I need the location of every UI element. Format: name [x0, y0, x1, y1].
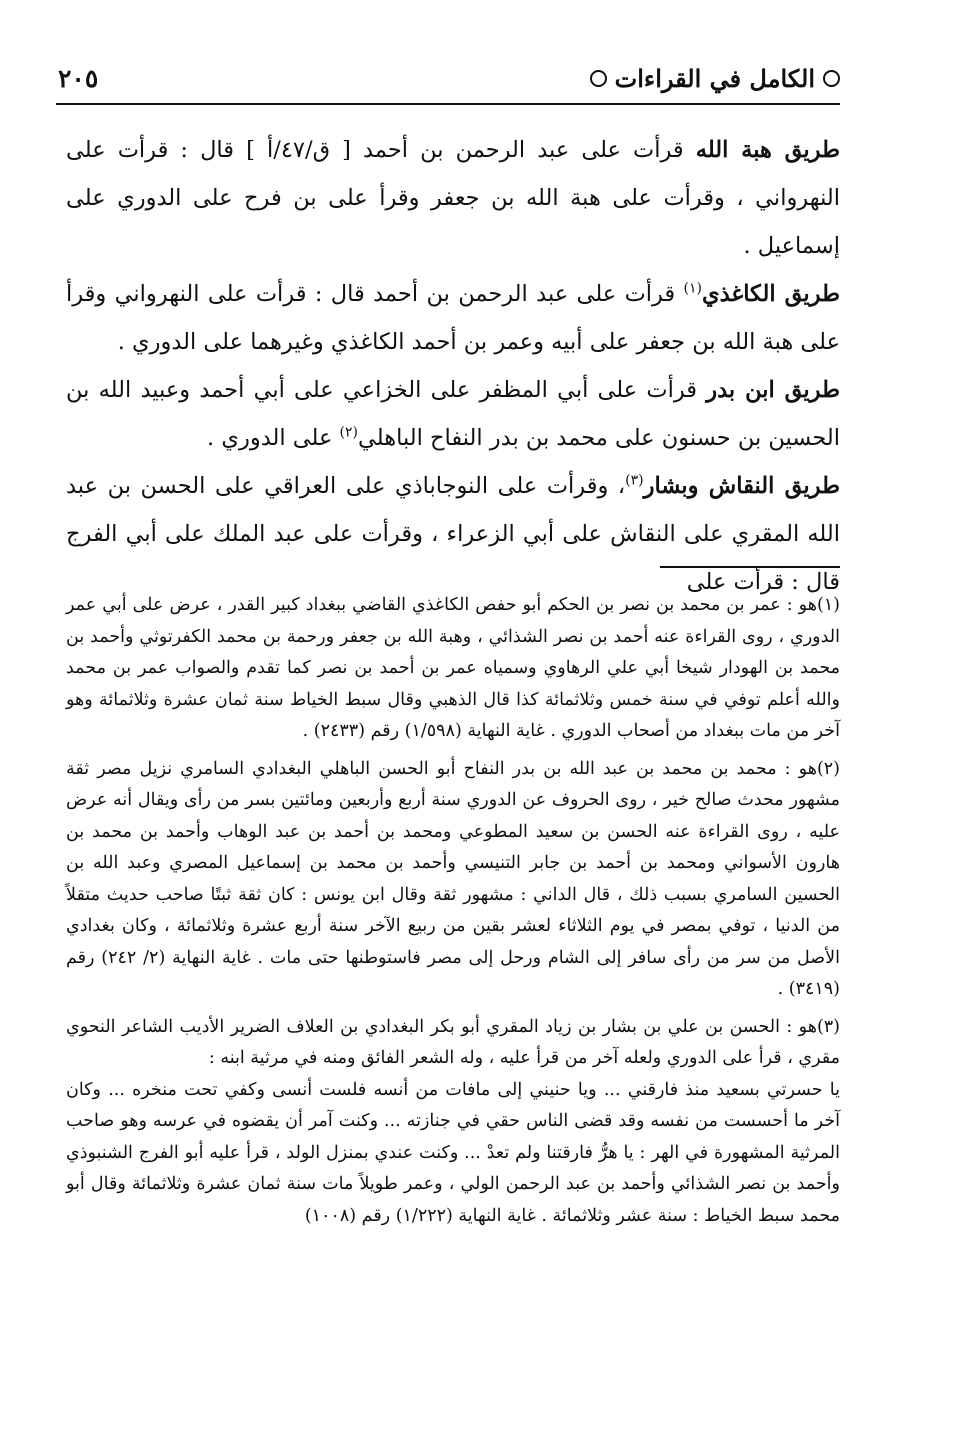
footnote-text: هو : الحسن بن علي بن بشار بن زياد المقري أبو بكر البغدادي بن العلاف الضرير الأديب الشاعر النحوي مقري ، قرأ على الدوري ولعله آخر من قرأ عليه ، وله الشعر الفائق ومنه في مرثية ابنه :: [66, 1016, 840, 1068]
paragraph-ibn-badr: [66, 366, 840, 462]
route-heading: طريق النقاش وبشار: [643, 473, 840, 499]
route-heading: طريق هبة الله: [695, 137, 840, 163]
footnote-text: هو : محمد بن محمد بن عبد الله بن بدر النفاح أبو الحسن الباهلي البغدادي السامري نزيل مصر ثقة مشهور محدث صالح خير ، روى الحروف عن الدوري سنة أربع وأربعين ومائتين بسر من رأى ويقال أنه عرض عليه ، روى القراءة عنه الحسن بن سعيد المطوعي ومحمد بن أحمد بن عبد الوهاب وأحمد بن محمد بن هارون الأسواني ومحمد بن أحمد بن جابر التنيسي وأحمد بن محمد بن إسماعيل المصري وعبد الله بن الحسين السامري بسبب ذلك ، قال الداني : مشهور ثقة وقال ابن يونس : كان ثقة ثبتًا صاحب حديث متقلاً من الدنيا ، توفي بمصر في يوم الثلاثاء لعشر بقين من ربيع الآخر سنة أربع عشرة وثلاثمائة ، وكان بغدادي الأصل من سر من رأى سافر إلى الشام ورحل إلى مصر فاستوطنها حتى مات . غاية النهاية (٢/ ٢٤٢) رقم (٣٤١٩) .: [66, 758, 840, 999]
running-title: [590, 64, 840, 93]
paragraph-hibat-allah: [66, 126, 840, 270]
header-rule: [56, 103, 840, 105]
footnote-ref[interactable]: (١): [683, 280, 703, 297]
footnote-ref[interactable]: (٣): [625, 472, 644, 489]
page-header: [58, 58, 840, 98]
footnote-separator: [660, 566, 840, 568]
footnote-ref[interactable]: (٢): [339, 424, 359, 441]
paragraph-naqqash: [66, 462, 840, 606]
page-number: ٢٠٥: [58, 63, 99, 93]
footnotes: [66, 590, 840, 1238]
paragraph-body-end: على الدوري .: [207, 425, 340, 451]
route-heading: طريق ابن بدر: [706, 377, 840, 403]
footnote-number: (٣): [816, 1016, 840, 1037]
footnote-3: [66, 1012, 840, 1233]
main-text: [66, 126, 840, 606]
route-heading: طريق الكاغذي: [702, 281, 840, 307]
paragraph-body: ، وقرأت على النوجاباذي على العراقي على الحسن بن عبد الله المقري على النقاش على أبي الزعراء ، وقرأت على عبد الملك على أبي الفرج قال : قرأت على: [66, 473, 840, 595]
footnote-verse: يا حسرتي بسعيد منذ فارقني ... ويا حنيني إلى مافات من أنسه فلست أنسى وكفي تحت منخره ... وكان آخر ما أحسست من نفسه وقد قضى الناس حقي في جنازته ... وكنت آمر أن يقضوه في عرسه وهو صاحب المرثية المشهورة في الهر : يا هرُّ فارقتنا ولم تعدْ ... وكنت عندي بمنزل الولد ، قرأ عليه أبو الفرج الشنبوذي وأحمد بن نصر الشذائي وأحمد بن عبد الرحمن الولي ، وعمر طويلاً مات سنة ثمان عشرة وثلاثمائة وقال أبو محمد سبط الخياط : سنة عشر وثلاثمائة . غاية النهاية (١/٢٢٢) رقم (١٠٠٨): [66, 1079, 840, 1226]
footnote-2: [66, 754, 840, 1006]
paragraph-body: قرأت على عبد الرحمن بن أحمد قال : قرأت على النهرواني وقرأ على هبة الله بن جعفر على أبيه وعمر بن أحمد الكاغذي وغيرهما على الدوري .: [66, 281, 840, 355]
paragraph-body: قرأت على عبد الرحمن بن أحمد [ ق/٤٧/أ ] قال : قرأت على النهرواني ، وقرأت على هبة الله بن جعفر وقرأ على بن فرح على الدوري على إسماعيل .: [66, 137, 840, 259]
footnote-number: (١): [816, 595, 840, 615]
footnote-text: هو : عمر بن محمد بن نصر بن الحكم أبو حفص الكاغذي القاضي ببغداد كبير القدر ، عرض على أبي عمر الدوري ، روى القراءة عنه أحمد بن نصر الشذائي ، وهبة الله بن جعفر ورحمة بن محمد الكفرتوثي وأحمد بن محمد بن الهودار شيخا أبي علي الرهاوي وسمياه عمر بن أحمد بن نصر كما تقدم والصواب عمر بن محمد والله أعلم توفي في سنة خمس وثلاثمائة كذا قال الذهبي وقال سبط الخياط سنة ثمان عشرة وثلاثمائة وهو آخر من مات ببغداد من أصحاب الدوري . غاية النهاية (١/٥٩٨) رقم (٢٤٣٣) .: [66, 595, 840, 741]
ring-ornament-icon: [590, 70, 607, 87]
paragraph-kaghidhi: [66, 270, 840, 366]
paragraph-body: قرأت على أبي المظفر على الخزاعي على أبي أحمد وعبيد الله بن الحسين بن حسنون على محمد بن بدر النفاح الباهلي: [66, 377, 840, 451]
footnote-1: [66, 590, 840, 748]
footnote-number: (٢): [816, 758, 840, 779]
running-title-text: الكامل في القراءات: [614, 63, 815, 93]
ring-ornament-icon: [823, 70, 840, 87]
